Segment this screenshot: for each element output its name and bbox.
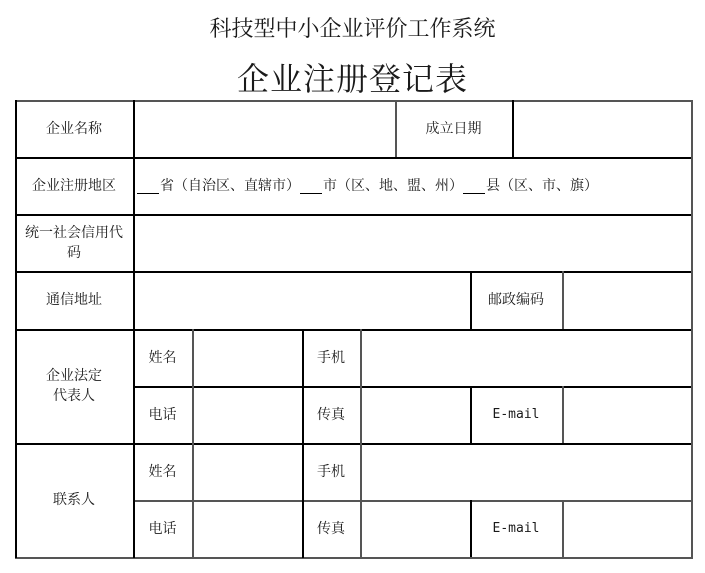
company-name-field[interactable] (135, 102, 393, 156)
form-title: 企业注册登记表 (236, 60, 468, 98)
contact-name-field[interactable] (194, 445, 301, 499)
contact-email-label: E-mail (492, 520, 540, 536)
address-label: 通信地址 (46, 292, 102, 308)
registered-region-label: 企业注册地区 (32, 177, 116, 194)
province-field[interactable] (137, 177, 159, 194)
registered-region-row (137, 157, 689, 214)
legal-rep-mobile-label: 手机 (317, 349, 345, 366)
contact-mobile-field[interactable] (362, 445, 690, 499)
credit-code-label-line1: 统一社会信用代 (25, 224, 123, 241)
credit-code-label (15, 214, 133, 271)
province-suffix: 省（自治区、直辖市） (160, 177, 300, 194)
address-field[interactable] (135, 273, 469, 328)
postal-code-field[interactable] (564, 273, 690, 328)
legal-rep-email-label: E-mail (492, 406, 540, 422)
legal-rep-fax-label: 传真 (317, 406, 345, 423)
postal-code-label: 邮政编码 (488, 292, 544, 308)
legal-rep-label (15, 329, 133, 443)
legal-rep-phone-field[interactable] (194, 388, 301, 442)
contact-fax-label: 传真 (317, 520, 345, 537)
county-field[interactable] (463, 177, 485, 194)
contact-mobile-label: 手机 (317, 463, 345, 480)
contact-fax-field[interactable] (362, 502, 469, 556)
credit-code-field[interactable] (135, 216, 690, 270)
contact-label: 联系人 (53, 492, 95, 508)
contact-email-field[interactable] (564, 502, 690, 556)
legal-rep-name-field[interactable] (194, 331, 301, 385)
registration-table (15, 100, 692, 558)
legal-rep-email-field[interactable] (564, 388, 690, 442)
system-title: 科技型中小企业评价工作系统 (209, 17, 496, 42)
city-suffix: 市（区、地、盟、州） (323, 177, 463, 194)
legal-rep-mobile-field[interactable] (362, 331, 690, 385)
legal-rep-label-line1: 企业法定 (46, 368, 102, 384)
divider (15, 557, 693, 559)
established-date-field[interactable] (514, 102, 690, 156)
established-date-label: 成立日期 (425, 120, 482, 137)
legal-rep-name-label: 姓名 (148, 349, 177, 366)
company-name-label: 企业名称 (46, 120, 102, 137)
legal-rep-label-line2: 代表人 (53, 388, 95, 404)
legal-rep-fax-field[interactable] (362, 388, 469, 442)
legal-rep-phone-label: 电话 (148, 406, 177, 423)
city-field[interactable] (300, 177, 322, 194)
contact-name-label: 姓名 (148, 463, 177, 480)
contact-phone-field[interactable] (194, 502, 301, 556)
divider (691, 100, 693, 558)
credit-code-label-line2: 码 (67, 244, 81, 261)
contact-phone-label: 电话 (148, 520, 177, 537)
county-suffix: 县（区、市、旗） (486, 177, 598, 194)
